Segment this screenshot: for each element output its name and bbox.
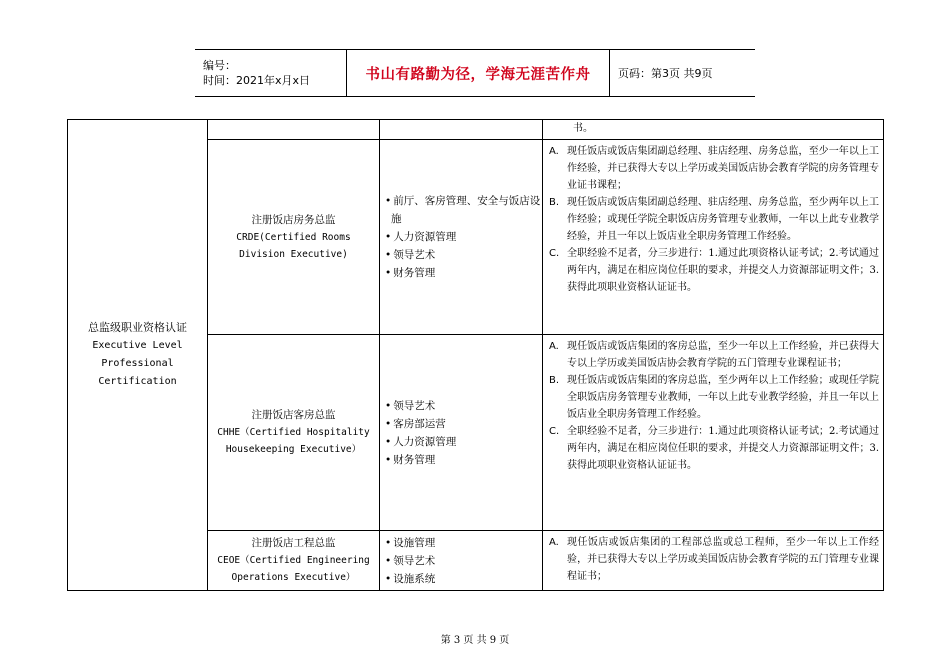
header-meta: [195, 50, 347, 97]
topics-cell: [380, 531, 543, 591]
requirements-cell: [543, 140, 884, 335]
certification-name-cell: [208, 531, 380, 591]
topics-list: [385, 192, 542, 282]
list-item: • 设施系统: [385, 570, 542, 588]
requirement-letter: C.: [549, 426, 560, 437]
list-item: • 领导艺术: [385, 397, 542, 415]
requirement-letter: A.: [549, 341, 559, 352]
certification-name-cn: 注册饭店房务总监: [251, 213, 336, 226]
document-number-label: 编号：: [203, 59, 236, 72]
category-name-en-line: Executive Level: [92, 340, 183, 351]
requirement-letter: A.: [549, 146, 559, 157]
category-cell: [68, 120, 208, 591]
certification-name-cn: 注册饭店工程总监: [251, 537, 336, 549]
certification-name-en-line: Housekeeping Executive）: [225, 444, 362, 455]
category-name-en-line: Certification: [98, 376, 177, 387]
list-item: • 领导艺术: [385, 552, 542, 570]
requirement-text: 现任饭店或饭店集团的客房总监，至少两年以上工作经验；或现任学院全职饭店房务管理专业教师，一年以上此专业教学经验，并且一年以上饭店业全职房务管理工作经验。: [567, 375, 879, 420]
list-item: • 前厅、客房管理、安全与饭店设施: [385, 192, 542, 228]
list-item: • 领导艺术: [385, 246, 542, 264]
requirements-cell: [543, 120, 884, 140]
header-page-label: 页码：第3页 共9页: [610, 50, 756, 97]
topics-cell: [380, 335, 543, 531]
requirement-letter: A.: [549, 537, 559, 548]
certification-name-en-line: Division Executive): [239, 248, 348, 260]
requirement-item: [549, 372, 879, 423]
document-time-label: 时间：2021年x月x日: [203, 74, 311, 87]
page-footer: 第 3 页 共 9 页: [440, 635, 510, 646]
list-item: • 财务管理: [385, 451, 542, 469]
topics-list: [385, 534, 542, 588]
certification-name-en-line: CEOE（Certified Engineering: [217, 555, 370, 566]
topics-list: [385, 397, 542, 469]
requirement-item: [549, 194, 879, 245]
certification-name-cn: 注册饭店客房总监: [251, 409, 336, 421]
requirement-text: 现任饭店或饭店集团副总经理、驻店经理、房务总监，至少一年以上工作经验，并已获得大专以上学历或美国饭店协会教育学院的房务管理专业证书课程；: [567, 146, 879, 191]
category-name-en-line: Professional: [101, 358, 174, 369]
list-item: • 客房部运营: [385, 415, 542, 433]
certification-name-en-line: CHHE（Certified Hospitality: [217, 427, 370, 438]
list-item: • 设施管理: [385, 534, 542, 552]
requirement-text: 全职经验不足者，分三步进行：1.通过此项资格认证考试；2.考试通过两年内，满足在相应岗位任职的要求，并提交人力资源部证明文件；3.获得此项职业资格认证证书。: [567, 426, 879, 471]
requirement-item: [549, 423, 879, 474]
certification-name-cell: [208, 335, 380, 531]
certification-table: [67, 119, 884, 591]
requirement-item: [549, 143, 879, 194]
requirements-cell: [543, 335, 884, 531]
certification-name-cell: [208, 140, 380, 335]
list-item: • 人力资源管理: [385, 433, 542, 451]
requirement-item: [549, 534, 879, 585]
requirement-item: [549, 338, 879, 372]
empty-cell: [208, 120, 380, 140]
requirement-letter: B.: [549, 197, 560, 208]
page-header: [195, 49, 755, 97]
topics-cell: [380, 140, 543, 335]
requirement-text: 现任饭店或饭店集团的工程部总监或总工程师，至少一年以上工作经验，并已获得大专以上学历或美国饭店协会教育学院的五门管理专业课程证书；: [567, 537, 879, 582]
carryover-fragment: 书。: [573, 123, 593, 134]
certification-name-en-line: CRDE(Certified Rooms: [236, 231, 351, 243]
list-item: • 财务管理: [385, 264, 542, 282]
certification-name-en-line: Operations Executive）: [231, 572, 356, 583]
requirement-item: [549, 245, 879, 296]
requirement-text: 现任饭店或饭店集团副总经理、驻店经理、房务总监，至少两年以上工作经验；或现任学院全职饭店房务管理专业教师，一年以上此专业教学经验，并且一年以上饭店业全职房务管理工作经验。: [567, 197, 879, 242]
requirement-letter: C.: [549, 248, 560, 259]
header-motto: 书山有路勤为径，学海无涯苦作舟: [347, 50, 610, 97]
requirements-cell: [543, 531, 884, 591]
list-item: • 人力资源管理: [385, 228, 542, 246]
requirement-letter: B.: [549, 375, 560, 386]
requirement-text: 全职经验不足者，分三步进行：1.通过此项资格认证考试；2.考试通过两年内，满足在相应岗位任职的要求，并提交人力资源部证明文件；3.获得此项职业资格认证证书。: [567, 248, 879, 293]
table-row: [68, 120, 884, 140]
category-name-cn: 总监级职业资格认证: [88, 321, 187, 334]
empty-cell: [380, 120, 543, 140]
requirement-text: 现任饭店或饭店集团的客房总监，至少一年以上工作经验，并已获得大专以上学历或美国饭店协会教育学院的五门管理专业课程证书；: [567, 341, 879, 369]
